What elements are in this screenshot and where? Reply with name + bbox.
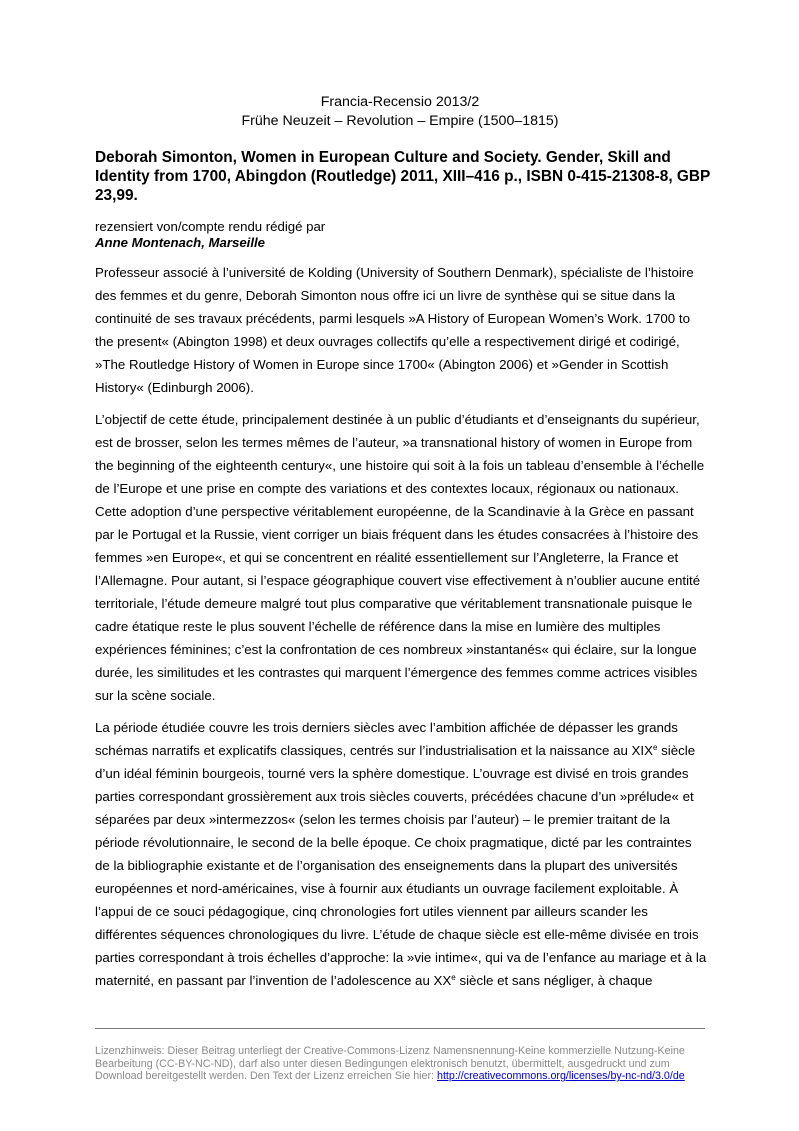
review-body [95,262,707,1002]
paragraph-3-part-3: siècle et sans négliger, à chaque [455,972,653,988]
journal-issue: Francia-Recensio 2013/2 [320,94,480,110]
reviewer-label: rezensiert von/compte rendu rédigé par [95,219,326,234]
paragraph-3-part-1: La période étudiée couvre les trois derniers siècles avec l’ambition affichée de dépasser les grands schémas narratifs et explicatifs classiques, centrés sur l’industrialisation et la naissance au XIX [95,720,678,759]
superscript-e: e [451,972,456,982]
paragraph-2: L’objectif de cette étude, principalement destinée à un public d’étudiants et d’enseignants du supérieur, est de brosser, selon les termes mêmes de l’auteur, »a transnational history of women in Europe from the beginning of the eighteenth century«, une histoire qui soit à la fois un tableau d’ensemble à l’échelle de l’Europe et une prise en compte des variations et des contextes locaux, régionaux ou nationaux. Cette adoption d’une perspective véritablement européenne, de la Scandinavie à la Grèce en passant par le Portugal et la Russie, vient corriger un biais fréquent dans les études consacrées à l’histoire des femmes »en Europe«, et qui se concentrent en réalité essentiellement sur l’Angleterre, la France et l’Allemagne. Pour autant, si l’espace géographique couvert vise effectivement à n’oublier aucune entité territoriale, l’étude demeure malgré tout plus comparative que véritablement transnationale puisque le cadre étatique reste le plus souvent l’échelle de référence dans la mise en lumière des multiples expériences féminines; c’est la confrontation de ces nombreux »instantanés« qui éclaire, sur la longue durée, les similitudes et les contrastes qui marquent l’émergence des femmes comme actrices visibles sur la scène sociale. [95,412,705,703]
paragraph-3 [95,717,707,992]
footer-divider [95,1028,705,1029]
license-link[interactable]: http://creativecommons.org/licenses/by-nc-nd/3.0/de [437,1070,685,1083]
reviewer-name: Anne Montenach, Marseille [95,234,266,250]
review-title: Deborah Simonton, Women in European Culture and Society. Gender, Skill and Identity from 1700, Abingdon (Routledge) 2011, XIII–416 p., ISBN 0-415-21308-8, GBP 23,99. [95,149,710,204]
journal-section: Frühe Neuzeit – Revolution – Empire (1500–1815) [241,113,559,129]
reviewer-block [95,219,705,250]
paragraph-3-part-2: siècle d’un idéal féminin bourgeois, tourné vers la sphère domestique. L’ouvrage est divisé en trois grandes parties correspondant grossièrement aux trois siècles couverts, précédées chacune d’un »prélude« et séparées par deux »intermezzos« (selon les termes choisis par l’auteur) – le premier traitant de la période révolutionnaire, le second de la belle époque. Ce choix pragmatique, dicté par les contraintes de la bibliographie existante et de l’organisation des enseignements dans la plupart des universités européennes et nord-américaines, vise à fournir aux étudiants un ouvrage facilement exploitable. À l’appui de ce souci pédagogique, cinq chronologies fort utiles viennent par ailleurs scander les différentes séquences chronologiques du livre. L’étude de chaque siècle est elle-même divisée en trois parties correspondant à trois échelles d’approche: la »vie intime«, qui va de l’enfance au mariage et à la maternité, en passant par l’invention de l’adolescence au XX [95,743,707,988]
license-text: Lizenzhinweis: Dieser Beitrag unterliegt der Creative-Commons-Lizenz Namensnennung-Keine kommerzielle Nutzung-Keine Bearbeitung (CC-BY-NC-ND), darf also unter diesen Bedingungen elektronisch benutzt, übermittelt, ausgedruckt und zum Download bereitgestellt werden. Den Text der Lizenz erreichen Sie hier: [95,1045,685,1083]
superscript-e: e [653,743,658,753]
license-notice [95,1045,710,1083]
page-header [95,93,705,131]
paragraph-1: Professeur associé à l’université de Kolding (University of Southern Denmark), spécialiste de l’histoire des femmes et du genre, Deborah Simonton nous offre ici un livre de synthèse qui se situe dans la continuité de ses travaux précédents, parmi lesquels »A History of European Women’s Work. 1700 to the present« (Abington 1998) et deux ouvrages collectifs qu’elle a respectivement dirigé et codirigé, »The Routledge History of Women in Europe since 1700« (Abington 2006) et »Gender in Scottish History« (Edinburgh 2006). [95,265,694,395]
